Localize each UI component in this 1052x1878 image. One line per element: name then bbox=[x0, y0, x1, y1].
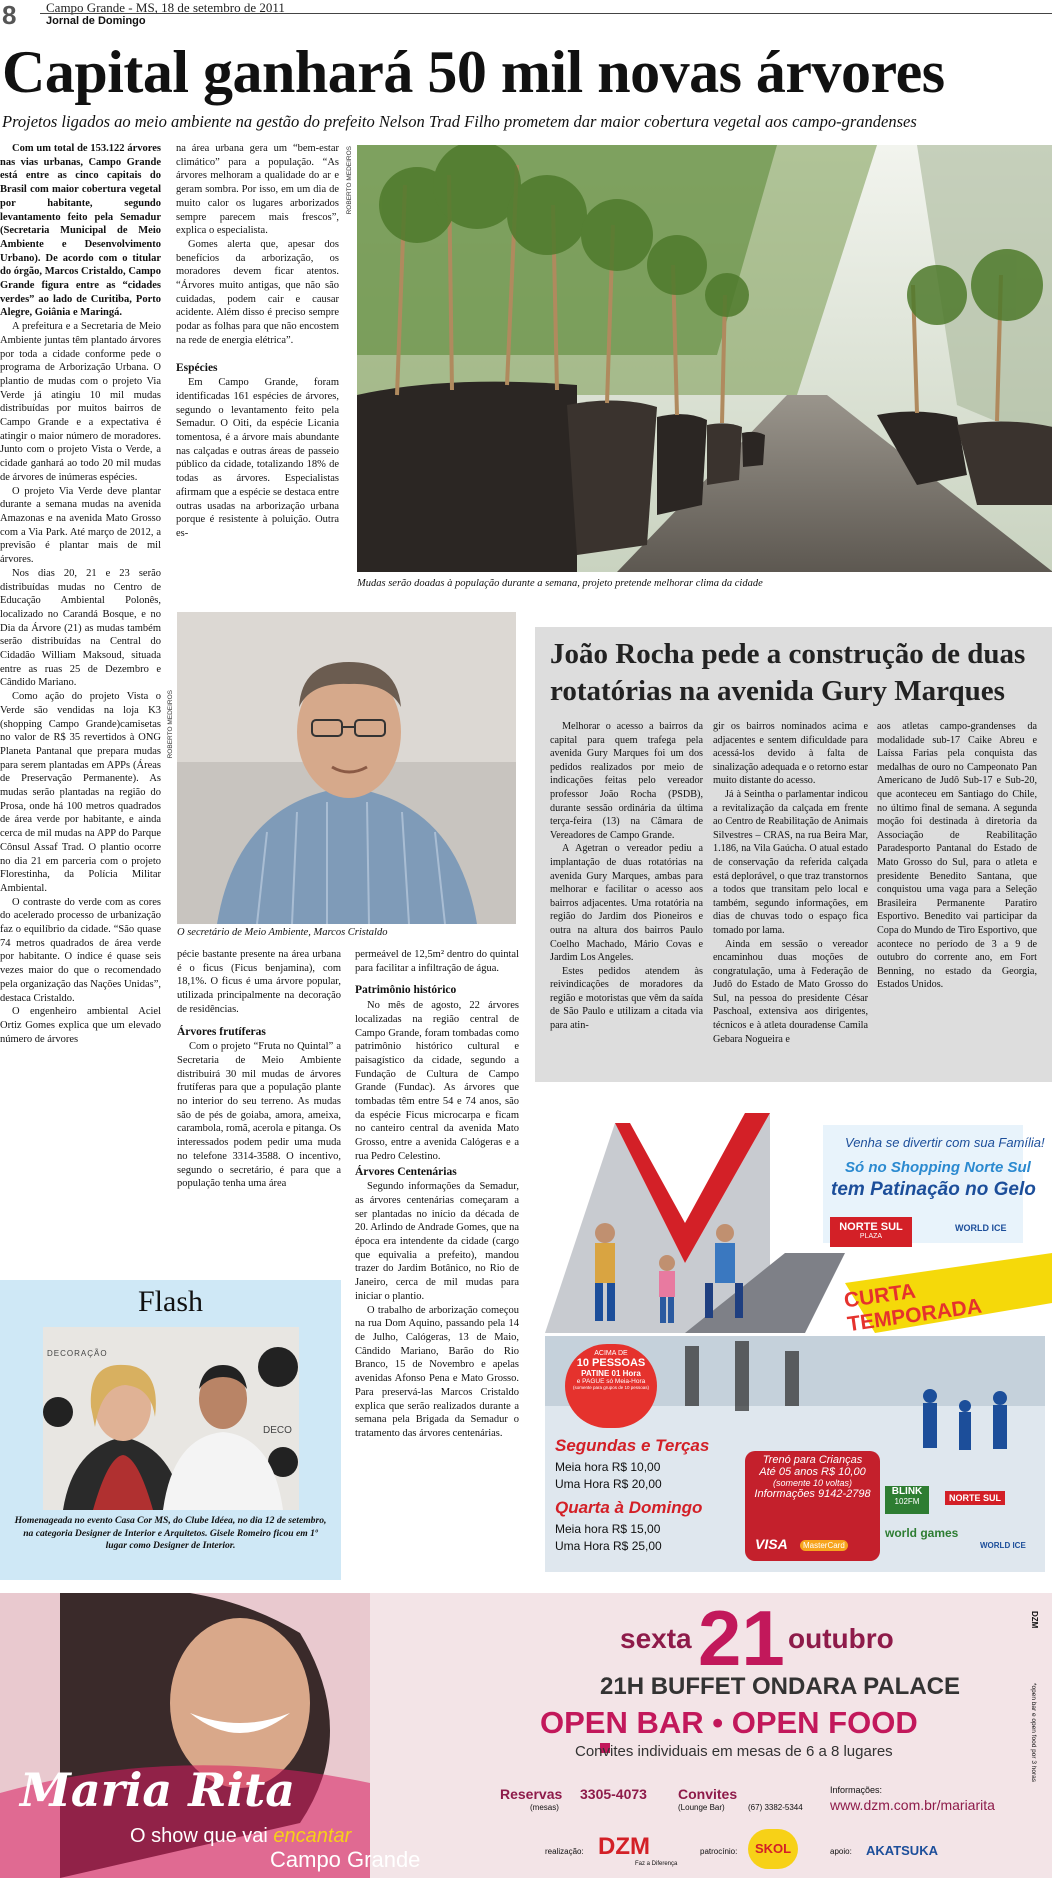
ad-maria-rita bbox=[0, 1593, 1052, 1878]
promo-line: ACIMA DE bbox=[594, 1350, 628, 1357]
article-column-2-bottom bbox=[177, 948, 341, 1270]
article-paragraph: pécie bastante presente na área urbana é o ficus (Ficus benjamina), com 18,1%. O ficus é uma árvore popular, utilizada principalmente na decoração de residências. bbox=[177, 949, 341, 1015]
joao-paragraph: Já à Seintha o parlamentar indicou a revitalização da calçada em frente ao Centro de Reabilitação de Animais Silvestres – CRAS, na rua Beira Mar, 1.186, na Vila Gaúcha. O atual estado de conservação da referida calçada está deplorável, o que traz transtornos a todos que transitam pelo local e também, segundo informações, em dias de chuvas todo o espaço fica tomado por lama. bbox=[713, 788, 868, 936]
article-paragraph: Com o projeto “Fruta no Quintal” a Secretaria de Meio Ambiente distribuirá 30 mil mudas de árvores frutíferas para que a população plante no interior do seu terreno. As mudas são de pés de goiaba, amora, ameixa, carambola, romã, acerola e pitanga. Os interessados podem pedir uma muda no telefone 3314-3588. O incentivo, segundo o secretário, é para que a população tenha uma área bbox=[177, 1041, 341, 1190]
price-line: Uma Hora R$ 20,00 bbox=[555, 1477, 662, 1491]
price-line: Meia hora R$ 15,00 bbox=[555, 1522, 661, 1536]
kids-line: Informações 9142-2798 bbox=[754, 1488, 871, 1500]
kids-line: Trenó para Crianças bbox=[762, 1454, 863, 1466]
article-paragraph: O projeto Via Verde deve plantar durante a semana mudas na avenida Amazonas e na avenida Mato Grosso com a Via Park. Até março de 2012, a previsão é plantar mais de mil árvores. bbox=[0, 485, 161, 566]
kids-sled-box bbox=[745, 1454, 880, 1500]
joao-paragraph: A Agetran o vereador pediu a implantação de duas rotatórias na avenida Gury Marques, ambas para melhorar e facilitar o acesso aos bairros adjacentes. Uma rotatória na região do Jardim dos Pioneiros e outra na altura dos bairros Paulo Coelho Machado, Mário Covas e Jardim Los Angeles. bbox=[550, 843, 703, 964]
article-paragraph: na área urbana gera um “bem-estar climático” para a população. “As árvores melhoram a qualidade do ar e geram sombra. Por isso, em um dia de muito calor os lugares arborizados sempre parecem mais frescos”, explica o especialista. bbox=[176, 143, 339, 237]
ad-headline: tem Patinação no Gelo bbox=[831, 1179, 1036, 1200]
tagline-city: Campo Grande bbox=[270, 1847, 421, 1872]
world-ice-logo-small: WORLD ICE bbox=[980, 1541, 1026, 1550]
reservas-phone: 3305-4073 bbox=[580, 1786, 647, 1802]
price-days-1: Segundas e Terças bbox=[555, 1436, 710, 1455]
article-column-1 bbox=[0, 142, 161, 1270]
photo-caption: Mudas serão doadas à população durante a semana, projeto pretende melhorar clima da cidade bbox=[357, 578, 763, 589]
convites-sub: (Lounge Bar) bbox=[678, 1803, 725, 1812]
open-bar-side-note: *open bar e open food por 3 horas bbox=[1030, 1683, 1037, 1783]
blink-logo-text: BLINK bbox=[891, 1486, 923, 1497]
article-paragraph: Como ação do projeto Vista o Verde são vendidas na loja K3 (shopping Campo Grande)camisetas no valor de R$ 35 revertidos à ONG Planeta Pantanal que prepara mudas para serem plantadas em APPs (Áreas de Preservação Permanente). As mudas serão plantadas na região do Prosa, onde há 100 metros quadrados de área verde por habitante, e ainda cerca de mil mudas na APP do Parque Cônsul Assaf Trad. O plantio ocorre no dia 21 em parceria com o projeto Florestinha, da Polícia Militar Ambiental. bbox=[0, 691, 161, 894]
article-paragraph: O engenheiro ambiental Aciel Ortiz Gomes explica que um elevado número de árvores bbox=[0, 1006, 161, 1045]
flash-title: Flash bbox=[137, 1285, 203, 1318]
ad-norte-sul-skating bbox=[545, 1103, 1052, 1337]
blink-logo-sub: 102FM bbox=[894, 1497, 920, 1506]
subhead-centenarias: Árvores Centenárias bbox=[355, 1165, 457, 1178]
event-open-bar: OPEN BAR • OPEN FOOD bbox=[540, 1705, 918, 1740]
curta-temporada-banner: CURTA TEMPORADA bbox=[842, 1279, 984, 1337]
joao-column-1 bbox=[550, 720, 703, 1070]
info-url[interactable]: www.dzm.com.br/mariarita bbox=[830, 1797, 995, 1813]
photo-credit: ROBERTO MEDEIROS bbox=[346, 146, 353, 215]
akatsuka-logo: AKATSUKA bbox=[866, 1843, 938, 1858]
joao-column-3 bbox=[877, 720, 1037, 1070]
article-paragraph: permeável de 12,5m² dentro do quintal para facilitar a infiltração de água. bbox=[355, 949, 519, 974]
mastercard-logo: MasterCard bbox=[800, 1540, 848, 1551]
promo-line: (somente para grupos de 10 pessoas) bbox=[572, 1385, 650, 1390]
event-convites-note: Convites individuais em mesas de 6 a 8 lugares bbox=[575, 1743, 893, 1760]
visa-logo: VISA bbox=[755, 1536, 788, 1552]
article-paragraph: Em Campo Grande, foram identificadas 161 espécies de árvores, segundo o levantamento feito pela Semadur. O Oiti, da espécie Licania tomentosa, é a árvore mais abundante nas calçadas e outras áreas de passeio público da cidade, totalizando 18% de todas as árvores. Especialistas afirmam que a espécie se destaca entre outras usadas na arborização urbana porque é resistente à poluição. Outra es- bbox=[176, 377, 339, 539]
page-number: 8 bbox=[2, 0, 17, 30]
photo-credit: ROBERTO MEDEIROS bbox=[167, 690, 174, 759]
article-paragraph: Segundo informações da Semadur, as árvores centenárias começaram a ser plantadas no início da década de 20. Arlindo de Andrade Gomes, que na época era intendente da cidade (cargo que equivalia a prefeito), mandou trazer do Jardim Botânico, no Rio de Janeiro, cerca de mil mudas para iniciar o plantio. bbox=[355, 1181, 519, 1302]
norte-sul-logo bbox=[830, 1217, 912, 1247]
price-line: Uma Hora R$ 25,00 bbox=[555, 1539, 662, 1553]
photo-caption: O secretário de Meio Ambiente, Marcos Cristaldo bbox=[177, 927, 388, 938]
header-section: Jornal de Domingo bbox=[46, 15, 146, 27]
subhead-especies: Espécies bbox=[176, 361, 218, 374]
flash-photo-text: DECO bbox=[263, 1425, 292, 1436]
event-month: outubro bbox=[788, 1623, 894, 1654]
pink-bar-phone: (67) 3382-5344 bbox=[748, 1803, 803, 1812]
price-days-2: Quarta à Domingo bbox=[555, 1498, 703, 1517]
joao-rocha-title: João Rocha pede a construção de duas rotatórias na avenida Gury Marques bbox=[550, 638, 1026, 707]
blink-logo bbox=[885, 1486, 929, 1514]
article-paragraph: O contraste do verde com as cores do acelerado processo de urbanização faz o equilíbrio da cidade. “São quase 74 metros quadrados de área verde por habitante. O índice é quase seis vezes maior do que o recomendado pela organização das Nações Unidas”, destaca Cristaldo. bbox=[0, 896, 161, 1004]
dzm-logo-sub: Faz a Diferença bbox=[635, 1861, 678, 1867]
article-paragraph: O trabalho de arborização começou na rua Dom Aquino, passando pela 14 de Julho, Calógeras, 13 de Maio, Cândido Mariano, Barão do Rio Branco, 15 de Novembro e apelas avenidas Afonso Pena e Mato Grosso. Para preservá-las Marcos Cristaldo explica que serão realizados durante a semana pela Brigada da Semadur o tratamento das árvores centenárias. bbox=[355, 1304, 519, 1439]
promo-line: e PAGUE só Meia-Hora bbox=[576, 1378, 646, 1385]
price-line: Meia hora R$ 10,00 bbox=[555, 1460, 661, 1474]
joao-rocha-box bbox=[535, 627, 1052, 1082]
skol-logo: SKOL bbox=[748, 1829, 798, 1869]
article-title: Capital ganhará 50 mil novas árvores bbox=[2, 39, 945, 105]
joao-paragraph: Melhorar o acesso a bairros da capital para quem trafega pela avenida Gury Marques foi um dos pedidos realizados por meio de indicações feitas pelo vereador professor João Rocha (PSDB), durante sessão ordinária da última terça-feira (13) na Câmara de Vereadores de Campo Grande. bbox=[550, 721, 703, 841]
joao-paragraph: aos atletas campo-grandenses da modalidade sub-17 Caike Abreu e Laíssa Farias pela conquista das medalhas de ouro no Campeonato Pan Americano de Judô Sub-17 e Sub-20, que aconteceu em Santiago do Chile, no último final de semana. A segunda moção foi destinada à diretoria da Associação de Reabilitação Paradesporto Pantanal do Estado de Mato Grosso do Sul, para o atleta e presidente Benedito Santana, que conquistou uma vaga para a Seleção Brasileira Permanente Paratiro Esportivo. Benedito vai participar da Copa do Mundo de Tiro Esportivo, que acontece no período de 3 a 9 de outubro do corrente ano, em Fort Benning, no estado da Georgia, Estados Unidos. bbox=[877, 721, 1037, 991]
dzm-side-logo: DZM bbox=[1030, 1611, 1039, 1629]
dzm-logo: DZM bbox=[598, 1833, 650, 1860]
tagline-part: O show que vai bbox=[130, 1825, 268, 1847]
ad-skating-prices bbox=[545, 1336, 1045, 1572]
group-promo-badge bbox=[565, 1344, 657, 1428]
event-day-number: 21 bbox=[698, 1594, 785, 1682]
article-paragraph: Gomes alerta que, apesar dos benefícios da arborização, os moradores devem ficar atentos. “Árvores muito antigas, que não são cuidadas, podem cair e causar acidente. Além disso é preciso sempre podar as folhas para que não encostem na rede de energia elétrica”. bbox=[176, 238, 339, 346]
ad-headline: Só no Shopping Norte Sul bbox=[845, 1159, 1031, 1176]
article-subtitle: Projetos ligados ao meio ambiente na gestão do prefeito Nelson Trad Filho prometem dar maior cobertura vegetal aos campo-grandenses bbox=[2, 112, 917, 131]
patrocinio-label: patrocínio: bbox=[700, 1847, 738, 1856]
joao-paragraph: Ainda em sessão o vereador encaminhou duas moções de congratulação, uma à Federação de Judô do Estado de Mato Grosso do Sul, na pessoa do presidente César Paschoal, extensiva aos dirigentes, técnicos e à atleta douradense Camila Gebara Nogueira e bbox=[713, 938, 868, 1045]
kids-line: Até 05 anos R$ 10,00 bbox=[759, 1466, 866, 1478]
subhead-frutiferas: Árvores frutíferas bbox=[177, 1025, 266, 1038]
article-paragraph: A prefeitura e a Secretaria de Meio Ambiente juntas têm plantado árvores por toda a cidade conforme pede o programa de Arborização Urbana. O plantio de mudas com o projeto Via Verde já atingiu 10 mil mudas distribuídas por muitos bairros de Campo Grande e a expectativa é atingir o maior número de moradores. Junto com o projeto Vista o Verde, a cidade ganhará ao todo 20 mil mudas de árvores de inúmeras espécies. bbox=[0, 321, 161, 483]
article-column-2-top bbox=[176, 142, 339, 602]
norte-sul-logo-sub: PLAZA bbox=[859, 1233, 883, 1240]
tagline-part: encantar bbox=[273, 1825, 352, 1847]
maria-rita-name: Maria Rita bbox=[20, 1763, 296, 1817]
kids-line: (somente 10 voltas) bbox=[772, 1478, 853, 1488]
event-day-prefix: sexta bbox=[620, 1623, 692, 1654]
joao-paragraph: gir os bairros nominados acima e adjacentes e sentem dificuldade para acessá-los devido à falta de sinalização adequada e o retorno estar muito distante do acesso. bbox=[713, 721, 868, 787]
apoio-label: apoio: bbox=[830, 1847, 852, 1856]
flash-photo-text: DECORAÇÃO bbox=[47, 1349, 108, 1358]
world-ice-logo: WORLD ICE bbox=[955, 1223, 1007, 1233]
photo-seedlings bbox=[357, 145, 1052, 572]
realizacao-label: realização: bbox=[545, 1847, 584, 1856]
ad-headline: Venha se divertir com sua Família! bbox=[845, 1135, 1045, 1150]
norte-sul-logo-small: NORTE SUL bbox=[945, 1491, 1005, 1505]
promo-line: 10 PESSOAS bbox=[576, 1357, 646, 1369]
tagline bbox=[130, 1825, 351, 1848]
joao-paragraph: Estes pedidos atendem às reivindicações de moradores da região e motoristas que vêm da saída de São Paulo e utilizam a citada via para atin- bbox=[550, 965, 703, 1032]
norte-sul-logo-text: NORTE SUL bbox=[839, 1221, 903, 1233]
promo-line: PATINE 01 Hora bbox=[581, 1369, 641, 1378]
article-column-3 bbox=[355, 948, 519, 1583]
header-rule bbox=[40, 13, 1052, 14]
convites-label: Convites bbox=[678, 1786, 738, 1802]
flash-caption: Homenageada no evento Casa Cor MS, do Clube Idéea, no dia 12 de setembro, na categoria Designer de Interior e Arquitetos. Gisele Romeiro ficou em 1º lugar como Designer de Interior. bbox=[14, 1515, 327, 1551]
article-lead: Com um total de 153.122 árvores nas vias urbanas, Campo Grande está entre as cinco capitais do Brasil com maior cobertura vegetal por habitante, segundo levantamento feito pela Semadur (Secretaria Municipal de Meio Ambiente e Desenvolvimento Urbano). De acordo com o titular do órgão, Marcos Cristaldo, Campo Grande figura entre as “cidades verdes” ao lado de Curitiba, Porto Alegre, Goiânia e Maringá. bbox=[0, 143, 161, 319]
photo-secretary bbox=[177, 612, 516, 924]
info-label: Informações: bbox=[830, 1785, 883, 1795]
article-paragraph: No mês de agosto, 22 árvores localizadas na região central de Campo Grande, foram tombadas como patrimônio histórico cultural e paisagístico da cidade, segundo a Fundação de Cultura de Campo Grande (Fundac). As árvores que tombadas têm entre 54 e 74 anos, são da espécie Ficus microcarpa e ficam no canteiro central da avenida Mato Grosso, entre a avenida Calógeras e a rua Pedro Celestino. bbox=[355, 1000, 519, 1162]
event-venue: 21H BUFFET ONDARA PALACE bbox=[600, 1673, 961, 1700]
article-paragraph: Nos dias 20, 21 e 23 serão distribuídas mudas no Centro de Educação Ambiental Polonês, localizado no Carandá Bosque, e no Dia da Árvore (21) as mudas também serão distribuídas na Central do Cidadão William Maksoud, situada entre as ruas 25 de Dezembro e Cândido Mariano. bbox=[0, 567, 161, 689]
flash-photo bbox=[43, 1327, 299, 1510]
reservas-label: Reservas bbox=[500, 1786, 563, 1802]
world-games-logo: world games bbox=[885, 1526, 959, 1540]
flash-box bbox=[0, 1280, 341, 1580]
header-city-date: Campo Grande - MS, 18 de setembro de 2011 bbox=[46, 0, 285, 15]
subhead-patrimonio: Patrimônio histórico bbox=[355, 984, 457, 997]
joao-column-2 bbox=[713, 720, 868, 1070]
reservas-sub: (mesas) bbox=[530, 1803, 559, 1812]
